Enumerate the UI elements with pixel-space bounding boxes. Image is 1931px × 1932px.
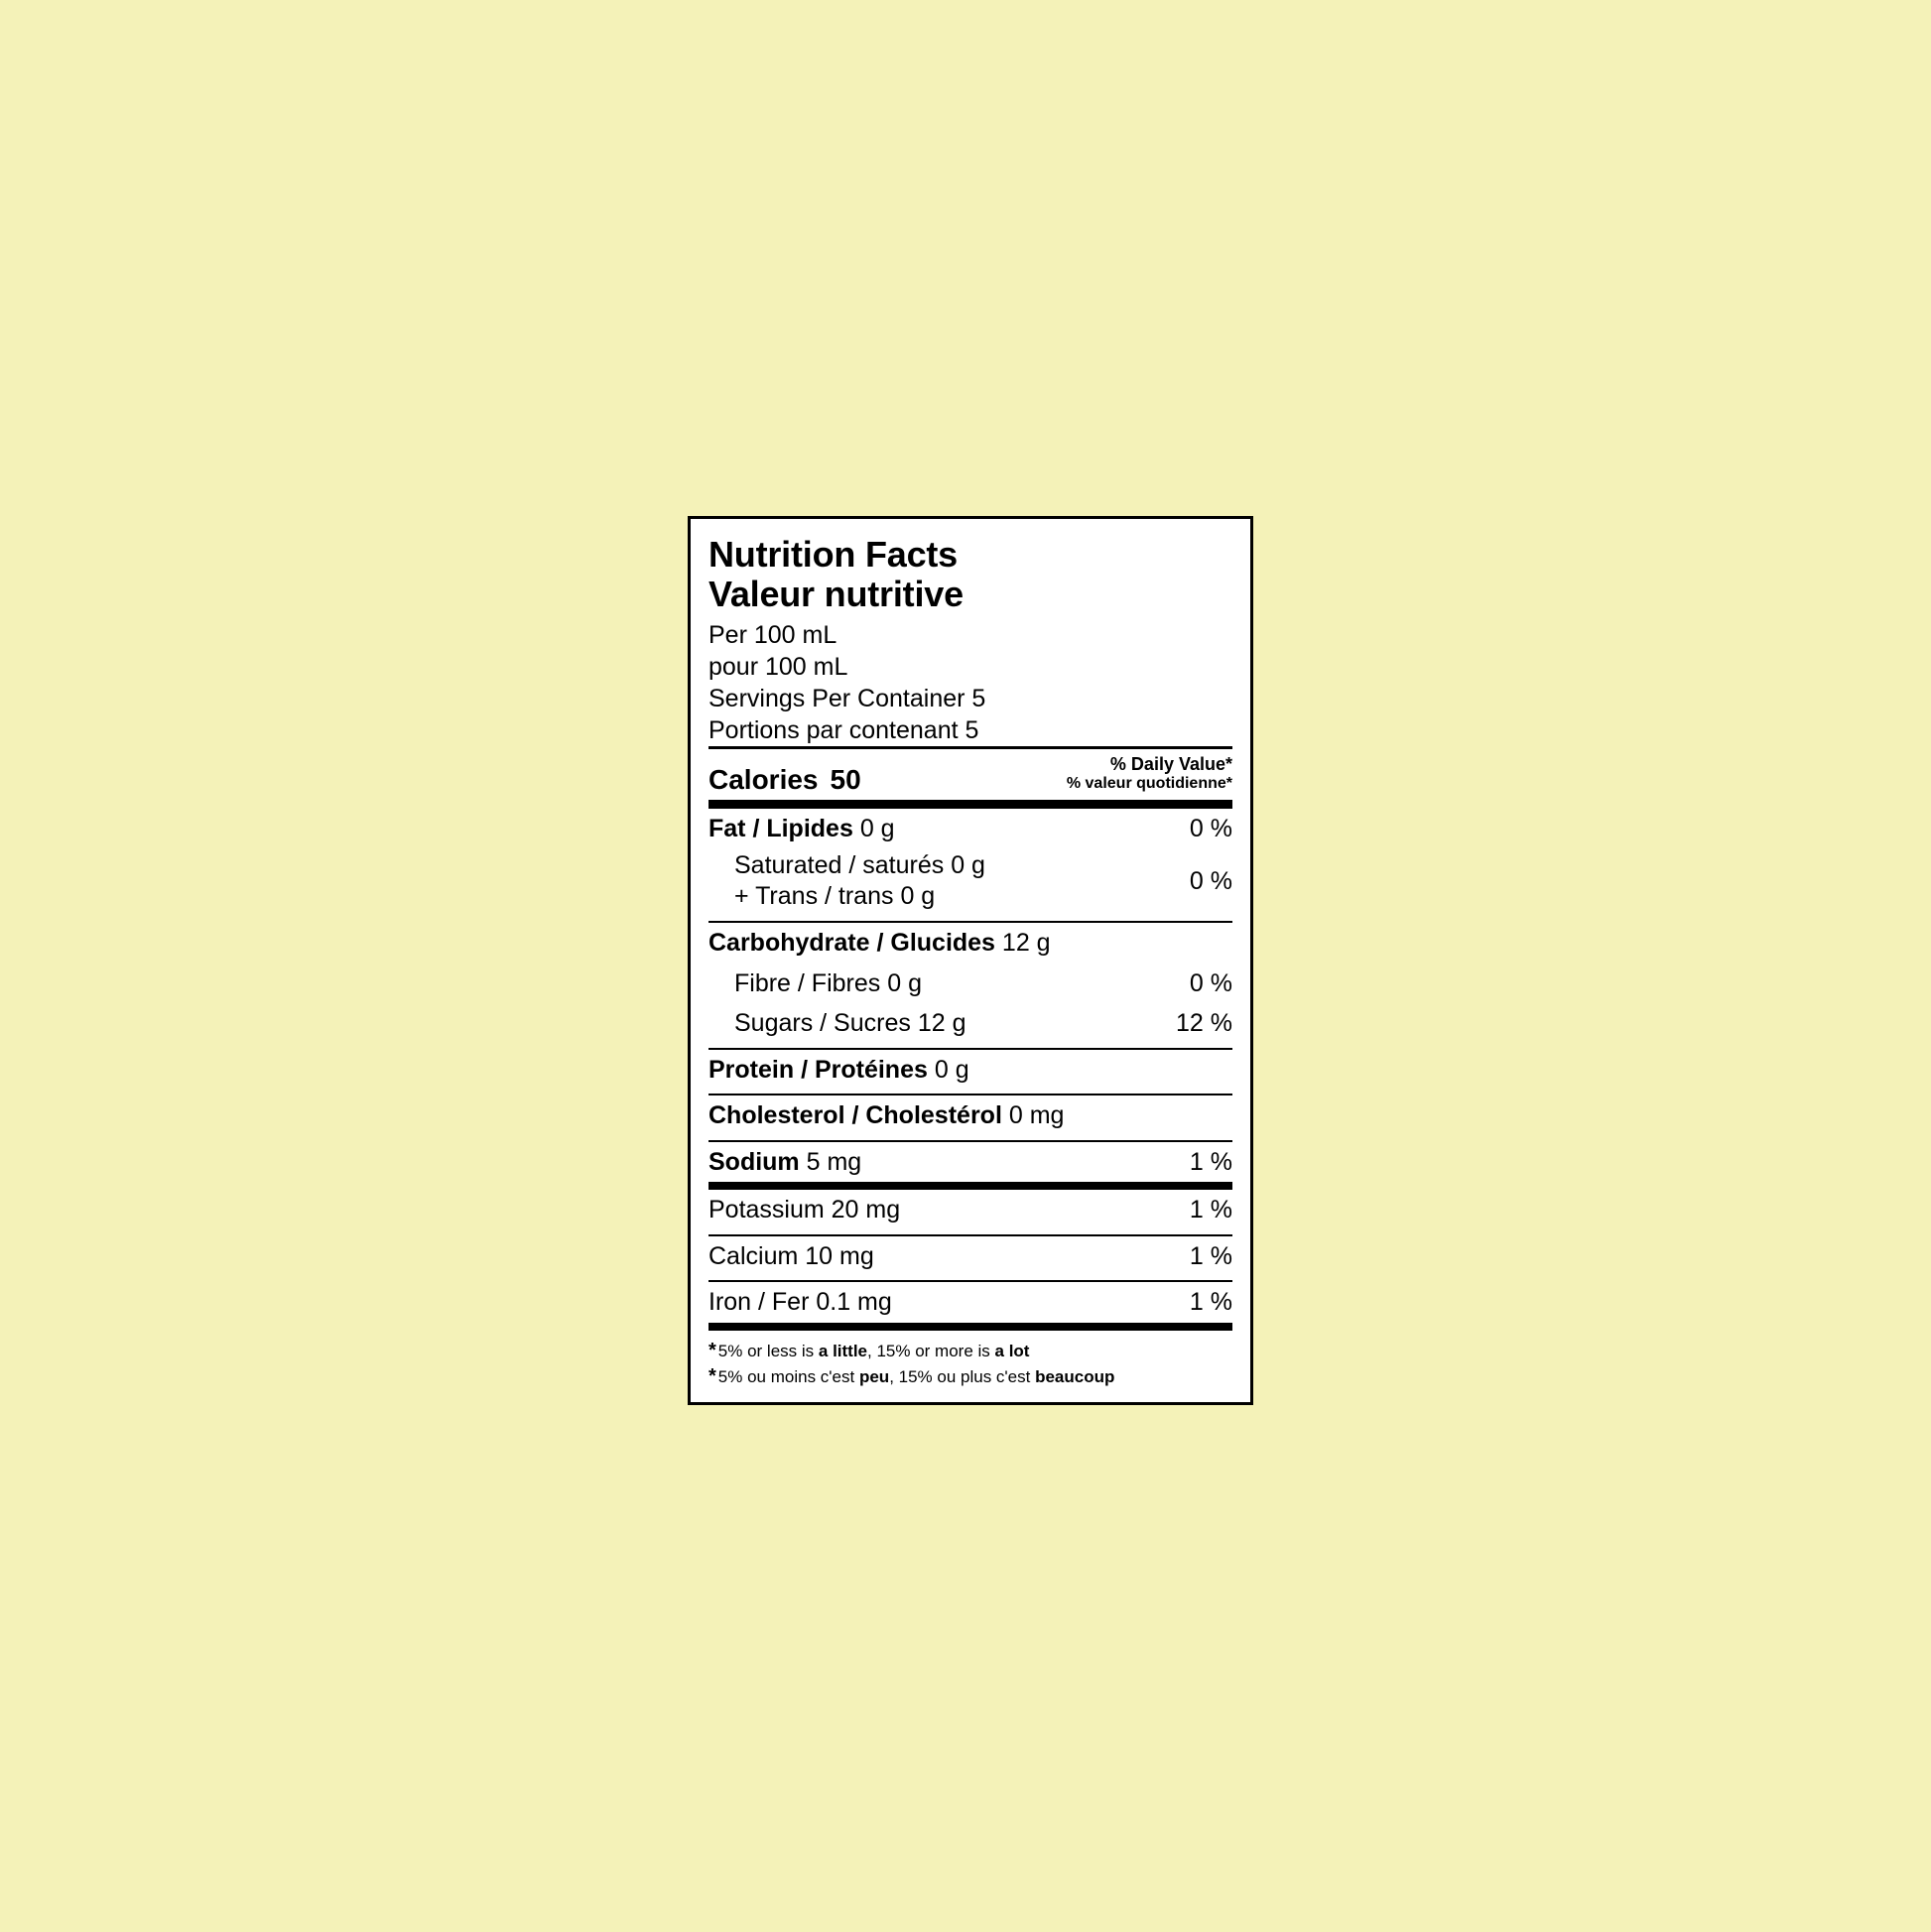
footnotes [708,1331,1232,1390]
saturated-trans-stack [708,850,985,912]
row-saturated-trans [708,848,1232,917]
row-fibre [708,964,1232,1004]
trans-line [734,881,985,912]
daily-value-header-fr: % valeur quotidienne* [1066,774,1232,792]
fat-label-group [708,814,895,844]
servings-per-container-fr: Portions par contenant 5 [708,715,979,744]
calories-value: 50 [830,763,861,795]
divider-after-iron [708,1323,1232,1331]
protein-label-group [708,1055,969,1086]
footnote-en [708,1338,1232,1363]
panel-title-en: Nutrition Facts [708,534,959,575]
daily-value-header [1067,754,1232,796]
row-protein [708,1050,1232,1091]
panel-title-fr: Valeur nutritive [708,574,964,615]
iron-dv: 1 % [1189,1288,1232,1317]
carbohydrate-label: Carbohydrate / Glucides [708,929,995,958]
row-carbohydrate [708,923,1232,964]
footnote-fr-b: peu [858,1367,890,1387]
sugars-label-group [708,1008,966,1039]
divider-after-sodium [708,1182,1232,1190]
carbohydrate-label-group [708,928,1051,959]
iron-label: Iron / Fer 0.1 mg [708,1288,892,1317]
row-cholesterol [708,1095,1232,1136]
row-sodium [708,1142,1232,1183]
fibre-label: Fibre / Fibres [734,968,881,997]
sodium-label: Sodium [708,1147,800,1176]
footnote-star-en: * [708,1339,716,1361]
protein-label: Protein / Protéines [708,1055,928,1084]
protein-amount: 0 g [934,1055,969,1084]
footnote-star-fr: * [708,1365,716,1388]
serving-size-en: Per 100 mL [708,620,837,649]
fibre-amount: 0 g [887,968,922,997]
trans-amount: 0 g [900,882,936,911]
saturated-label: Saturated / saturés [734,851,945,880]
cholesterol-label: Cholesterol / Cholestérol [708,1101,1002,1130]
row-potassium [708,1190,1232,1230]
calcium-label: Calcium 10 mg [708,1241,874,1270]
row-iron [708,1282,1232,1323]
potassium-dv: 1 % [1189,1196,1232,1224]
fat-dv: 0 % [1189,814,1232,842]
cholesterol-amount: 0 mg [1008,1101,1065,1130]
cholesterol-label-group [708,1100,1064,1131]
calories-row [708,749,1232,800]
daily-value-header-en: % Daily Value* [1109,753,1232,774]
fibre-label-group [708,968,922,999]
footnote-fr-c: , 15% ou plus c'est [889,1367,1036,1387]
potassium-label: Potassium 20 mg [708,1196,901,1224]
footnote-en-d: a lot [994,1341,1030,1360]
row-calcium [708,1236,1232,1277]
nutrition-facts-panel [688,516,1253,1405]
fat-amount: 0 g [859,814,895,842]
footnote-en-c: , 15% or more is [867,1341,995,1360]
fibre-dv: 0 % [1189,968,1232,997]
row-sugars [708,1003,1232,1044]
sodium-label-group [708,1147,861,1178]
calories-label: Calories [708,763,819,795]
sugars-dv: 12 % [1176,1009,1232,1038]
saturated-trans-dv: 0 % [1189,866,1232,895]
calories-label-group [708,764,861,796]
saturated-line [734,850,985,881]
footnote-en-a: 5% or less is [717,1341,819,1360]
footnote-fr [708,1363,1232,1389]
sugars-amount: 12 g [917,1009,966,1038]
saturated-amount: 0 g [951,851,985,880]
footnote-en-b: a little [818,1341,868,1360]
carbohydrate-amount: 12 g [1001,929,1051,958]
footnote-fr-a: 5% ou moins c'est [717,1367,859,1387]
sugars-label: Sugars / Sucres [734,1009,911,1038]
row-fat [708,809,1232,849]
sodium-dv: 1 % [1189,1147,1232,1176]
trans-label: + Trans / trans [734,882,894,911]
calcium-dv: 1 % [1189,1241,1232,1270]
servings-per-container-en: Servings Per Container 5 [708,684,986,712]
divider-after-calories [708,800,1232,809]
footnote-fr-d: beaucoup [1035,1367,1115,1387]
serving-size-fr: pour 100 mL [708,652,848,681]
fat-label: Fat / Lipides [708,814,853,842]
sodium-amount: 5 mg [806,1147,862,1176]
